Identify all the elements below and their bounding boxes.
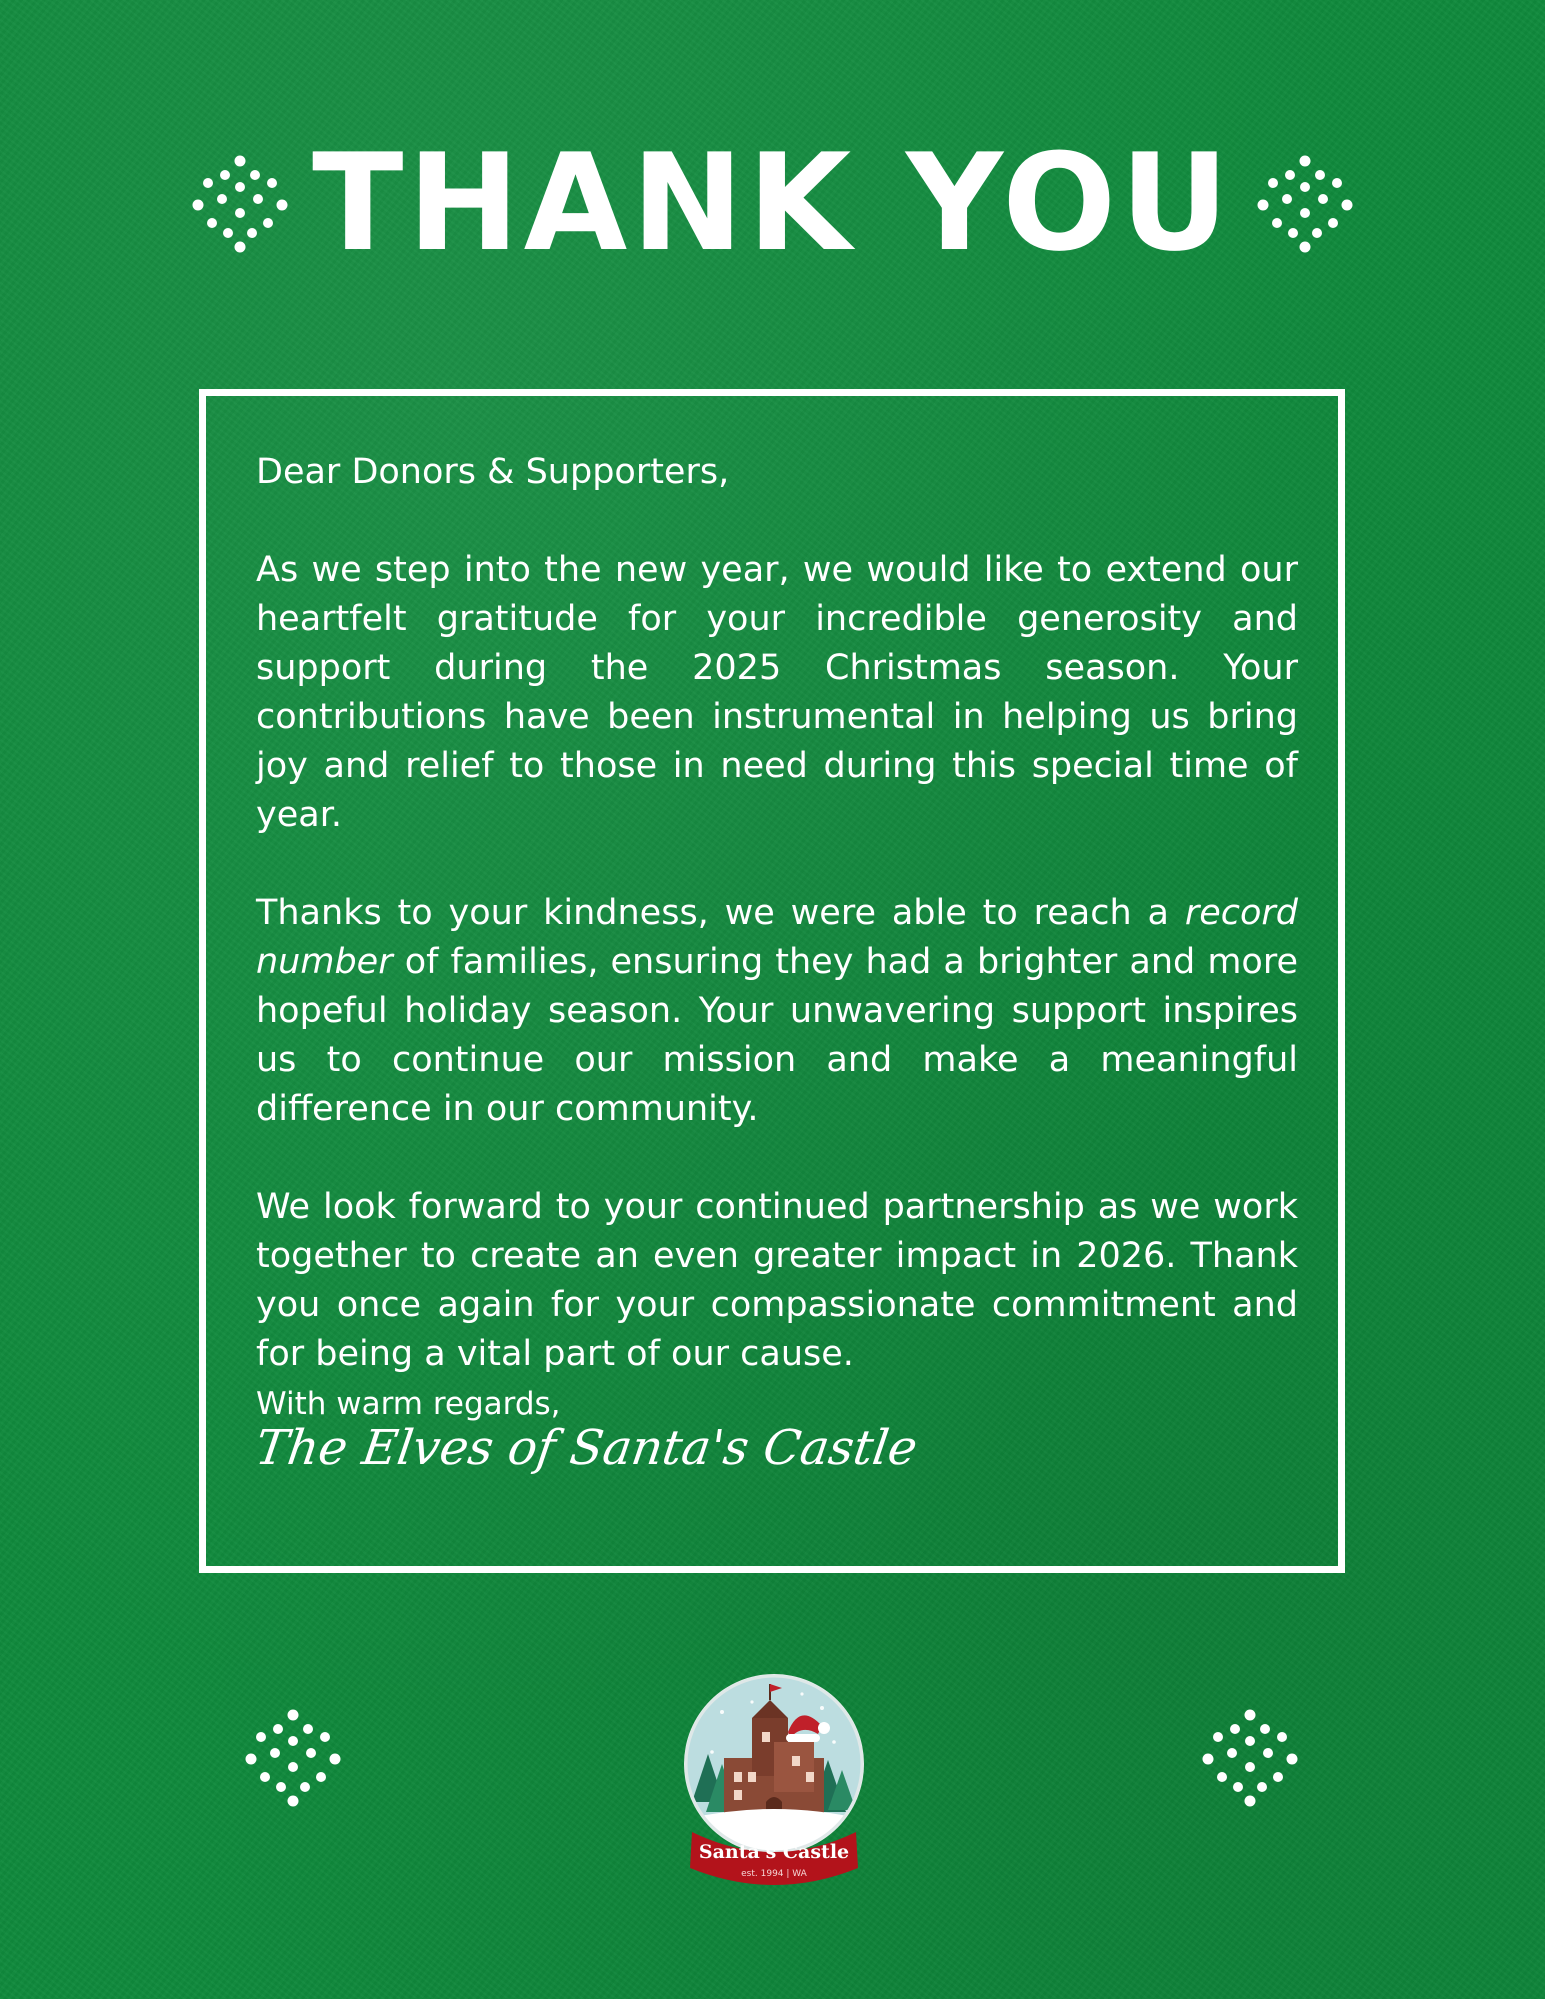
paragraph-2-text: Thanks to your kindness, we were able to reach a (256, 893, 1185, 933)
dot-cluster-icon (1200, 1707, 1300, 1807)
dot-cluster-icon (190, 153, 290, 253)
snow-globe-castle-icon (682, 1672, 866, 1892)
logo-tagline: est. 1994 | WA (741, 1869, 807, 1879)
signature: The Elves of Santa's Castle (252, 1420, 921, 1476)
emphasis-text: record number (256, 893, 1298, 982)
paragraph-2 (256, 889, 1298, 1134)
salutation: Dear Donors & Supporters, (256, 452, 730, 492)
logo-name: Santa's Castle (698, 1841, 850, 1863)
closing: With warm regards, (256, 1386, 561, 1422)
letter-body (256, 448, 1298, 1429)
paragraph-2-text-end: of families, ensuring they had a brighter and more hopeful holiday season. Your unwavering support inspires us to continue our mission and make a meaningful difference in our community. (256, 942, 1298, 1129)
page-title: THANK YOU (312, 125, 1233, 281)
dot-cluster-icon (1255, 153, 1355, 253)
dot-cluster-icon (243, 1707, 343, 1807)
paragraph-3: We look forward to your continued partnership as we work together to create an even greater impact in 2026. Thank you once again for your compassionate commitment and for being a vital part of our cause. (256, 1187, 1298, 1374)
paragraph-1: As we step into the new year, we would like to extend our heartfelt gratitude for your incredible generosity and support during the 2025 Christmas season. Your contributions have been instrumental in helping us bring joy and relief to those in need during this special time of year. (256, 550, 1298, 835)
header (0, 125, 1545, 281)
